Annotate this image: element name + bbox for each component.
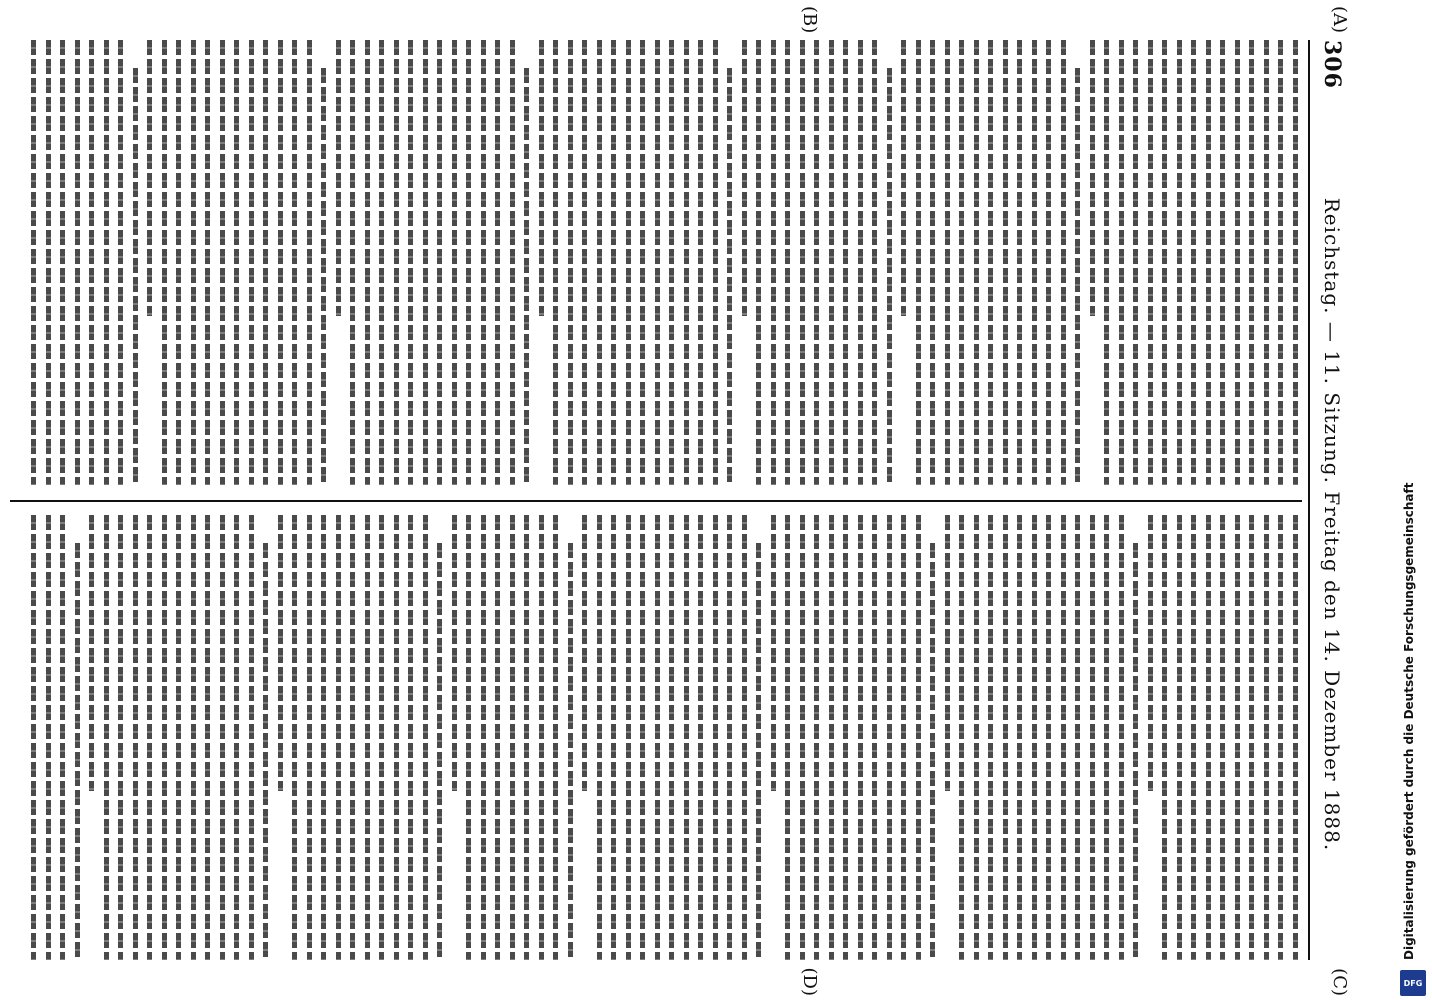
text-line [1047, 40, 1052, 485]
text-line [728, 68, 733, 485]
text-line [467, 40, 472, 485]
text-line [235, 40, 240, 485]
text-line [148, 40, 153, 316]
text-line [351, 40, 356, 485]
text-line [351, 515, 356, 960]
text-line [713, 515, 718, 960]
text-line [757, 543, 762, 960]
text-line [916, 515, 921, 960]
text-column-right [20, 515, 1298, 960]
text-line [815, 40, 820, 485]
text-line [742, 515, 747, 960]
text-line [1163, 515, 1168, 960]
text-line [1264, 515, 1269, 960]
text-line [1134, 543, 1139, 960]
text-line [684, 515, 689, 960]
text-line [264, 40, 269, 485]
text-line [815, 515, 820, 960]
text-line [655, 40, 660, 485]
text-line [380, 515, 385, 960]
text-line [496, 515, 501, 960]
digitization-credit-text: Digitalisierung gefördert durch die Deutsche Forschungsgemeinschaft [1402, 482, 1416, 960]
text-line [800, 515, 805, 960]
text-line [757, 40, 762, 485]
text-line [394, 40, 399, 485]
text-line [1076, 68, 1081, 485]
margin-letter-b: (B) [799, 6, 820, 34]
text-line [844, 515, 849, 960]
text-line [887, 515, 892, 960]
text-line [336, 515, 341, 960]
text-line [177, 515, 182, 960]
text-line [162, 515, 167, 960]
text-line [960, 515, 965, 960]
text-line [1119, 40, 1124, 485]
text-line [119, 515, 124, 960]
text-line [525, 68, 530, 485]
text-line [626, 40, 631, 485]
text-line [771, 515, 776, 791]
text-line [365, 515, 370, 960]
text-line [467, 515, 472, 960]
text-line [670, 515, 675, 960]
text-line [90, 515, 95, 791]
text-line [75, 40, 80, 485]
text-line [119, 40, 124, 485]
text-line [1293, 40, 1298, 485]
text-line [423, 40, 428, 485]
text-line [75, 543, 80, 960]
text-line [307, 40, 312, 485]
text-line [597, 515, 602, 960]
text-line [539, 515, 544, 960]
column-divider [10, 500, 1302, 502]
text-line [380, 40, 385, 485]
text-line [46, 515, 51, 960]
text-line [829, 515, 834, 960]
text-line [597, 40, 602, 485]
text-line [1235, 515, 1240, 960]
text-line [989, 515, 994, 960]
text-line [293, 515, 298, 960]
margin-letter-a: (A) [1329, 6, 1350, 34]
text-line [1293, 515, 1298, 960]
text-line [641, 515, 646, 960]
text-line [438, 40, 443, 485]
text-line [1032, 40, 1037, 485]
text-line [1177, 40, 1182, 485]
text-line [1018, 40, 1023, 485]
text-line [148, 515, 153, 960]
text-line [235, 515, 240, 960]
text-line [902, 515, 907, 960]
header-rule [1308, 40, 1310, 960]
text-line [191, 515, 196, 960]
text-line [61, 515, 66, 960]
text-line [1090, 40, 1095, 316]
text-line [612, 515, 617, 960]
text-line [1192, 515, 1197, 960]
text-line [699, 40, 704, 485]
text-line [191, 40, 196, 485]
text-line [1003, 40, 1008, 485]
margin-letter-c: (C) [1329, 968, 1350, 996]
text-line [1061, 40, 1066, 485]
text-column-left [20, 40, 1298, 485]
text-line [742, 40, 747, 316]
text-line [873, 40, 878, 485]
text-line [293, 40, 298, 485]
margin-letter-d: (D) [799, 967, 820, 996]
digitization-credit [1402, 400, 1422, 960]
text-line [162, 40, 167, 485]
text-line [974, 515, 979, 960]
text-line [394, 515, 399, 960]
text-line [1279, 40, 1284, 485]
text-line [133, 68, 138, 485]
text-line [1105, 515, 1110, 960]
text-line [554, 515, 559, 960]
text-line [684, 40, 689, 485]
text-line [336, 40, 341, 316]
text-line [771, 40, 776, 485]
text-line [206, 515, 211, 960]
text-line [1264, 40, 1269, 485]
text-line [90, 40, 95, 485]
text-line [278, 515, 283, 791]
text-line [728, 515, 733, 960]
text-line [945, 40, 950, 485]
text-line [452, 515, 457, 791]
text-line [1148, 40, 1153, 485]
text-line [423, 515, 428, 960]
text-line [1047, 515, 1052, 960]
text-line [800, 40, 805, 485]
text-line [496, 40, 501, 485]
text-line [1003, 515, 1008, 960]
text-line [960, 40, 965, 485]
text-line [945, 515, 950, 791]
text-line [844, 40, 849, 485]
text-line [568, 543, 573, 960]
text-line [1105, 40, 1110, 485]
text-line [409, 515, 414, 960]
text-line [1061, 515, 1066, 960]
text-line [1192, 40, 1197, 485]
text-line [858, 40, 863, 485]
text-line [220, 40, 225, 485]
text-line [1032, 515, 1037, 960]
text-line [1250, 40, 1255, 485]
text-line [438, 543, 443, 960]
text-line [989, 40, 994, 485]
text-line [1018, 515, 1023, 960]
text-line [278, 40, 283, 485]
page-title: Reichstag. — 11. Sitzung. Freitag den 14. Dezember 1888. [1320, 197, 1344, 852]
text-line [902, 40, 907, 316]
text-line [32, 515, 37, 960]
text-line [32, 40, 37, 485]
text-line [46, 40, 51, 485]
text-line [510, 515, 515, 960]
text-line [409, 40, 414, 485]
text-line [1221, 515, 1226, 960]
text-line [452, 40, 457, 485]
text-line [931, 40, 936, 485]
text-line [206, 40, 211, 485]
text-line [220, 515, 225, 960]
text-line [655, 515, 660, 960]
text-line [365, 40, 370, 485]
text-line [974, 40, 979, 485]
text-line [1221, 40, 1226, 485]
text-line [829, 40, 834, 485]
text-line [1206, 40, 1211, 485]
text-line [554, 40, 559, 485]
text-line [713, 40, 718, 485]
text-line [1279, 515, 1284, 960]
text-line [1090, 515, 1095, 960]
text-line [786, 515, 791, 960]
text-line [583, 40, 588, 485]
text-line [177, 40, 182, 485]
text-line [1076, 515, 1081, 960]
text-line [1134, 40, 1139, 485]
text-line [699, 515, 704, 960]
text-line [786, 40, 791, 485]
text-line [133, 515, 138, 960]
text-line [264, 543, 269, 960]
text-line [539, 40, 544, 316]
page-number: 306 [1319, 40, 1345, 89]
text-line [104, 515, 109, 960]
text-line [249, 515, 254, 960]
text-line [1206, 515, 1211, 960]
text-line [1250, 515, 1255, 960]
text-line [481, 515, 486, 960]
text-line [670, 40, 675, 485]
text-line [510, 40, 515, 485]
text-line [104, 40, 109, 485]
text-line [249, 40, 254, 485]
text-line [873, 515, 878, 960]
text-line [322, 515, 327, 960]
text-line [1235, 40, 1240, 485]
text-line [61, 40, 66, 485]
text-line [525, 515, 530, 960]
text-line [583, 515, 588, 791]
text-line [858, 515, 863, 960]
text-line [887, 68, 892, 485]
text-line [931, 543, 936, 960]
text-line [1163, 40, 1168, 485]
dfg-logo: DFG [1400, 970, 1426, 996]
text-line [481, 40, 486, 485]
text-line [641, 40, 646, 485]
text-line [1177, 515, 1182, 960]
text-line [612, 40, 617, 485]
text-line [322, 68, 327, 485]
text-line [1148, 515, 1153, 791]
text-line [568, 40, 573, 485]
text-line [307, 515, 312, 960]
text-line [916, 40, 921, 485]
text-line [626, 515, 631, 960]
text-line [1119, 515, 1124, 960]
page-header [1314, 40, 1350, 960]
